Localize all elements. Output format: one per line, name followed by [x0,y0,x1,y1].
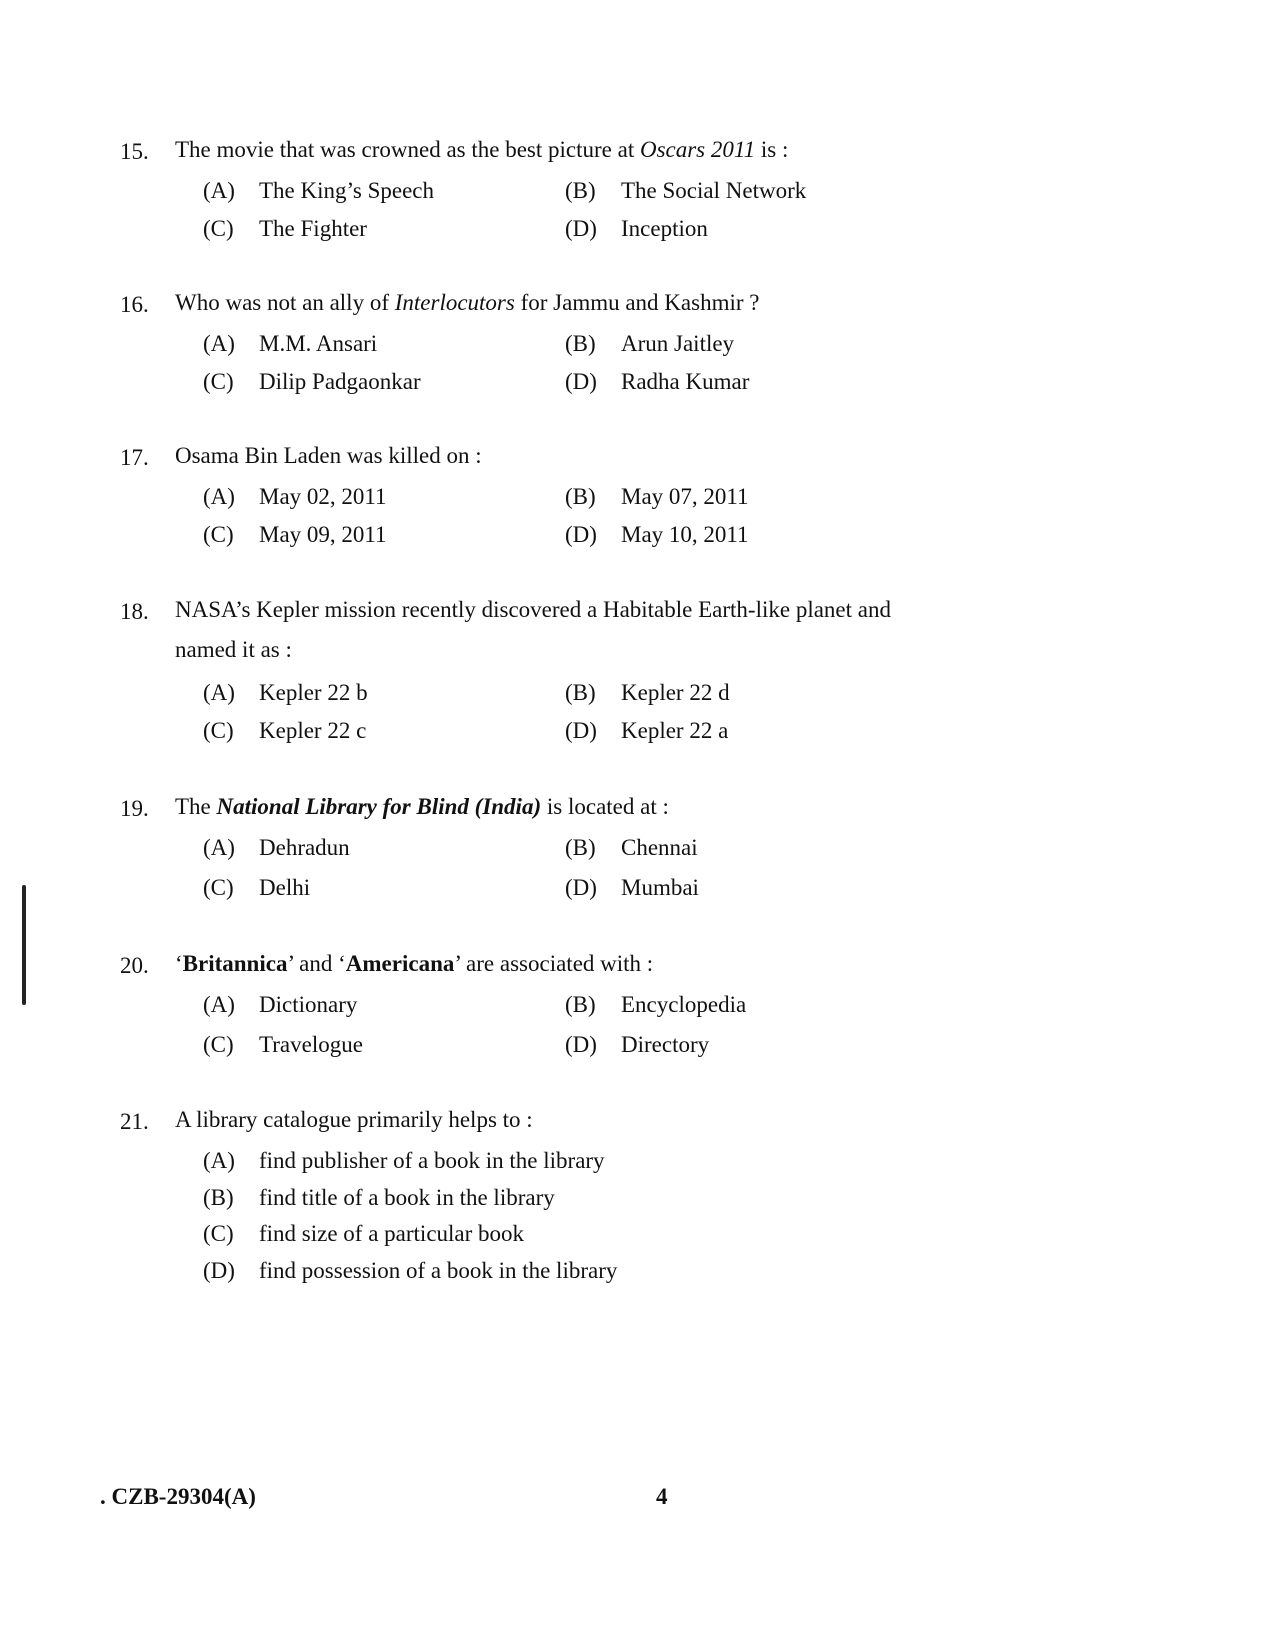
option-text: find title of a book in the library [259,1185,555,1210]
option-label: (D) [565,369,597,394]
option-text: Delhi [259,875,311,900]
question-text-part: ’ are associated with : [454,951,654,976]
question-18 [120,597,1000,757]
option-label: (C) [203,369,234,394]
option-text: Mumbai [621,875,699,900]
question-text-italic: Interlocutors [394,290,515,315]
option-label: (B) [565,484,596,509]
option-label: (B) [203,1185,234,1210]
question-number: 21. [120,1109,149,1134]
question-19 [120,794,1000,914]
option-d [565,719,925,749]
option-text: M.M. Ansari [259,331,378,356]
option-label: (B) [565,835,596,860]
option-d [203,1259,803,1289]
question-15 [120,137,1000,255]
option-c [203,217,563,247]
option-label: (A) [203,178,235,203]
question-text [175,787,995,827]
option-text: Dehradun [259,835,350,860]
question-text-part: Who was not an ally of [175,290,395,315]
option-b [565,485,925,515]
option-a [203,485,563,515]
option-label: (B) [565,331,596,356]
option-b [565,681,925,711]
option-label: (C) [203,1032,234,1057]
option-label: (B) [565,992,596,1017]
question-text-bold: Americana [345,951,455,976]
option-text: Kepler 22 c [259,718,367,743]
option-b [203,1186,803,1216]
option-label: (D) [565,1032,597,1057]
question-text [175,283,995,323]
option-text: find possession of a book in the library [259,1258,618,1283]
option-c [203,876,563,906]
question-text-part: for Jammu and Kashmir ? [514,290,760,315]
option-text: Inception [621,216,708,241]
option-label: (C) [203,522,234,547]
option-label: (A) [203,835,235,860]
question-text [175,944,995,984]
option-d [565,876,925,906]
option-text: find size of a particular book [259,1221,525,1246]
option-d [565,370,925,400]
option-label: (D) [203,1258,235,1283]
question-text: A library catalogue primarily helps to : [175,1107,533,1132]
question-21 [120,1107,1000,1297]
option-label: (A) [203,1148,235,1173]
option-label: (A) [203,992,235,1017]
option-c [203,523,563,553]
option-label: (D) [565,718,597,743]
page-number: 4 [656,1484,668,1509]
option-a [203,332,563,362]
option-a [203,993,563,1023]
option-text: Dilip Padgaonkar [259,369,421,394]
option-b [565,179,925,209]
option-text: Travelogue [259,1032,363,1057]
option-text: May 10, 2011 [621,522,749,547]
option-c [203,1222,803,1252]
option-text: Dictionary [259,992,358,1017]
option-a [203,179,563,209]
question-20 [120,951,1000,1071]
option-text: The King’s Speech [259,178,435,203]
question-number: 18. [120,599,149,624]
option-label: (B) [565,178,596,203]
question-text-part: is located at : [541,794,669,819]
option-label: (D) [565,216,597,241]
option-text: Radha Kumar [621,369,750,394]
option-text: Arun Jaitley [621,331,735,356]
option-a [203,681,563,711]
question-number: 15. [120,139,149,164]
question-text: Osama Bin Laden was killed on : [175,443,482,468]
option-label: (C) [203,875,234,900]
option-b [565,332,925,362]
question-number: 19. [120,796,149,821]
option-label: (D) [565,522,597,547]
option-text: Encyclopedia [621,992,747,1017]
option-a [203,1149,803,1179]
option-c [203,719,563,749]
option-text: Kepler 22 b [259,680,368,705]
question-text-part: is : [755,137,789,162]
question-number: 17. [120,445,149,470]
question-text-part: ’ and ‘ [287,951,346,976]
option-b [565,836,925,866]
option-label: (C) [203,718,234,743]
question-text-bold-italic: National Library for Blind (India) [216,794,542,819]
option-text: Kepler 22 a [621,718,729,743]
option-label: (D) [565,875,597,900]
option-b [565,993,925,1023]
option-text: Directory [621,1032,710,1057]
binding-mark [22,885,26,1005]
option-label: (A) [203,331,235,356]
paper-code: . CZB-29304(A) [100,1484,256,1509]
option-label: (A) [203,484,235,509]
option-text: Kepler 22 d [621,680,730,705]
option-text: The Fighter [259,216,367,241]
option-text: May 02, 2011 [259,484,387,509]
option-text: Chennai [621,835,698,860]
question-number: 16. [120,292,149,317]
question-text-part: ‘ [175,951,183,976]
option-label: (A) [203,680,235,705]
option-a [203,836,563,866]
question-17 [120,443,1000,561]
question-number: 20. [120,953,149,978]
option-text: May 09, 2011 [259,522,387,547]
option-d [565,523,925,553]
option-c [203,1033,563,1063]
question-text-part: The [175,794,217,819]
option-label: (C) [203,1221,234,1246]
option-text: The Social Network [621,178,807,203]
question-16 [120,290,1000,408]
option-label: (B) [565,680,596,705]
question-text: NASA’s Kepler mission recently discovered a Habitable Earth-like planet and named it as : [175,597,891,662]
option-d [565,217,925,247]
option-d [565,1033,925,1063]
option-c [203,370,563,400]
option-label: (C) [203,216,234,241]
option-text: May 07, 2011 [621,484,749,509]
question-text-bold: Britannica [182,951,288,976]
question-text [175,130,995,170]
option-text: find publisher of a book in the library [259,1148,605,1173]
question-text-part: The movie that was crowned as the best picture at [175,137,640,162]
question-text-italic: Oscars 2011 [639,137,756,162]
